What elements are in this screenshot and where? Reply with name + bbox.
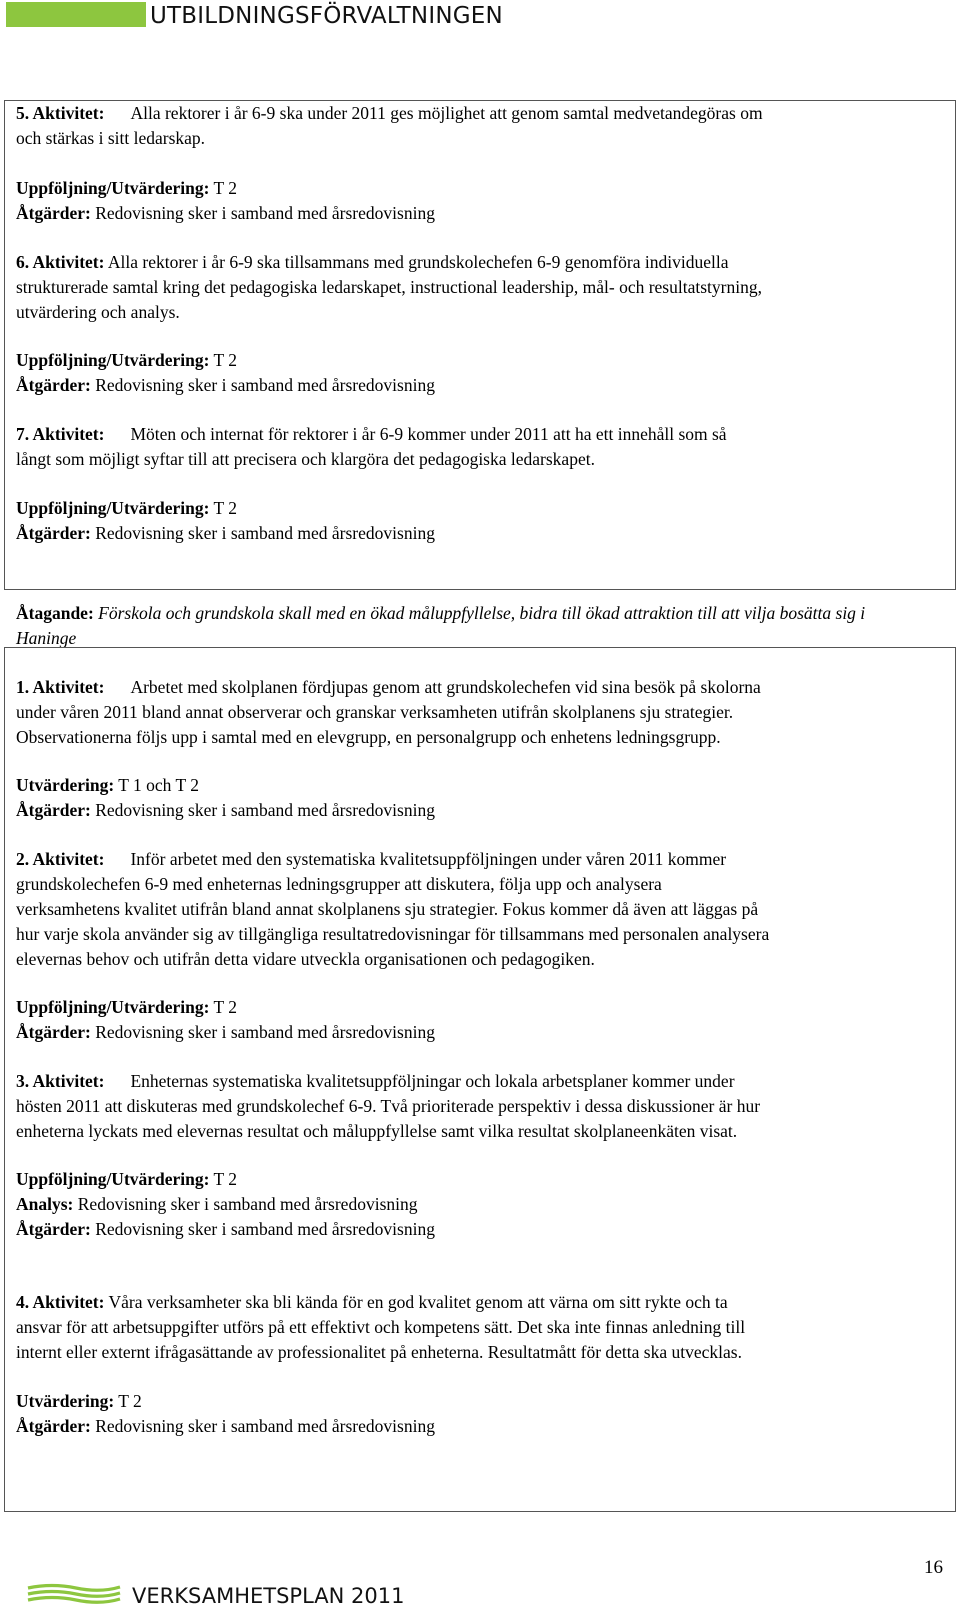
- activity-text: elevernas behov och utifrån detta vidare utveckla organisationen och pedagogiken.: [16, 949, 595, 969]
- activity-text: verksamhetens kvalitet utifrån bland annat skolplanens sju strategier. Fokus kommer då även att läggas på: [16, 899, 759, 919]
- activity-text: utvärdering och analys.: [16, 302, 180, 322]
- followup-value: T 2: [213, 1169, 238, 1189]
- activity-text: enheterna lyckats med elevernas resultat och måluppfyllelse samt vilka resultat skolplaneenkäten visat.: [16, 1121, 738, 1141]
- commitment-label: Åtagande:: [16, 603, 94, 623]
- commitment: [16, 601, 952, 651]
- measures-value: Redovisning sker i samband med årsredovisning: [95, 375, 435, 395]
- activity-1-evaluation: [16, 773, 952, 823]
- evaluation-value: T 1 och T 2: [118, 775, 199, 795]
- analysis-label: Analys:: [16, 1194, 74, 1214]
- measures-label: Åtgärder:: [16, 1416, 91, 1436]
- activity-label: 5. Aktivitet:: [16, 103, 105, 123]
- measures-value: Redovisning sker i samband med årsredovisning: [95, 523, 435, 543]
- activity-4-evaluation: [16, 1389, 952, 1439]
- activity-text: under våren 2011 bland annat observerar och granskar verksamheten utifrån skolplanens sju strategier.: [16, 702, 734, 722]
- followup-value: T 2: [213, 997, 238, 1017]
- measures-value: Redovisning sker i samband med årsredovisning: [95, 1416, 435, 1436]
- activity-text: Alla rektorer i år 6-9 ska under 2011 ges möjlighet att genom samtal medvetandegöras om: [130, 103, 763, 123]
- activity-text: grundskolechefen 6-9 med enheternas ledningsgrupper att diskutera, följa upp och analysera: [16, 874, 662, 894]
- activity-6: [16, 250, 952, 325]
- activity-text: och stärkas i sitt ledarskap.: [16, 128, 206, 148]
- activity-7: [16, 422, 952, 472]
- measures-value: Redovisning sker i samband med årsredovisning: [95, 203, 435, 223]
- activity-3-followup: [16, 1167, 952, 1242]
- activity-text: Observationerna följs upp i samtal med en elevgrupp, en personalgrupp och enhetens ledningsgrupp.: [16, 727, 721, 747]
- evaluation-label: Utvärdering:: [16, 775, 115, 795]
- activity-text: Alla rektorer i år 6-9 ska tillsammans med grundskolechefen 6-9 genomföra individuella: [107, 252, 729, 272]
- activity-2: [16, 847, 952, 972]
- activity-7-followup: [16, 496, 952, 546]
- activity-text: hur varje skola använder sig av tillgängliga resultatredovisningar för tillsammans med personalen analysera: [16, 924, 770, 944]
- page-number: 16: [924, 1557, 943, 1578]
- followup-label: Uppföljning/Utvärdering:: [16, 498, 210, 518]
- activity-text: Inför arbetet med den systematiska kvalitetsuppföljningen under våren 2011 kommer: [130, 849, 727, 869]
- footer-title: VERKSAMHETSPLAN 2011: [132, 1584, 405, 1608]
- measures-label: Åtgärder:: [16, 1219, 91, 1239]
- measures-value: Redovisning sker i samband med årsredovisning: [95, 800, 435, 820]
- measures-label: Åtgärder:: [16, 203, 91, 223]
- activity-label: 2. Aktivitet:: [16, 849, 105, 869]
- activity-label: 3. Aktivitet:: [16, 1071, 105, 1091]
- measures-label: Åtgärder:: [16, 800, 91, 820]
- header-title: UTBILDNINGSFÖRVALTNINGEN: [150, 3, 503, 29]
- followup-value: T 2: [213, 498, 238, 518]
- followup-value: T 2: [213, 350, 238, 370]
- activity-text: Arbetet med skolplanen fördjupas genom att grundskolechefen vid sina besök på skolorna: [130, 677, 761, 697]
- analysis-value: Redovisning sker i samband med årsredovisning: [77, 1194, 418, 1214]
- activity-text: Möten och internat för rektorer i år 6-9 kommer under 2011 att ha ett innehåll som så: [130, 424, 727, 444]
- activity-label: 7. Aktivitet:: [16, 424, 105, 444]
- measures-label: Åtgärder:: [16, 375, 91, 395]
- activity-6-followup: [16, 348, 952, 398]
- activity-text: internt eller externt ifrågasättande av professionalitet på enheterna. Resultatmått för detta ska utvecklas.: [16, 1342, 742, 1362]
- measures-value: Redovisning sker i samband med årsredovisning: [95, 1022, 435, 1042]
- activity-text: Våra verksamheter ska bli kända för en god kvalitet genom att värna om sitt rykte och ta: [108, 1292, 728, 1312]
- activity-1: [16, 675, 952, 750]
- activity-5-followup: [16, 176, 952, 226]
- activity-text: hösten 2011 att diskuteras med grundskolechef 6-9. Två prioriterade perspektiv i dessa diskussioner är hur: [16, 1096, 761, 1116]
- wave-logo-icon: [26, 1582, 122, 1606]
- activity-text: strukturerade samtal kring det pedagogiska ledarskapet, instructional leadership, mål- och resultatstyrning,: [16, 277, 762, 297]
- commitment-text: Förskola och grundskola skall med en ökad måluppfyllelse, bidra till ökad attraktion till att vilja bosätta sig i: [98, 603, 866, 623]
- measures-label: Åtgärder:: [16, 523, 91, 543]
- activity-5: [16, 101, 952, 151]
- activity-label: 1. Aktivitet:: [16, 677, 105, 697]
- followup-value: T 2: [213, 178, 238, 198]
- followup-label: Uppföljning/Utvärdering:: [16, 997, 210, 1017]
- activity-label: 6. Aktivitet:: [16, 252, 105, 272]
- followup-label: Uppföljning/Utvärdering:: [16, 1169, 210, 1189]
- activity-text: ansvar för att arbetsuppgifter utförs på ett effektivt och kompetens sätt. Det ska inte finnas anledning till: [16, 1317, 746, 1337]
- followup-label: Uppföljning/Utvärdering:: [16, 350, 210, 370]
- activity-2-followup: [16, 995, 952, 1045]
- measures-value: Redovisning sker i samband med årsredovisning: [95, 1219, 435, 1239]
- activity-3: [16, 1069, 952, 1144]
- activity-4: [16, 1290, 952, 1365]
- measures-label: Åtgärder:: [16, 1022, 91, 1042]
- activity-text: Enheternas systematiska kvalitetsuppföljningar och lokala arbetsplaner kommer under: [130, 1071, 735, 1091]
- commitment-text: Haninge: [16, 628, 77, 648]
- activity-text: långt som möjligt syftar till att precisera och klargöra det pedagogiska ledarskapet.: [16, 449, 595, 469]
- evaluation-value: T 2: [118, 1391, 142, 1411]
- evaluation-label: Utvärdering:: [16, 1391, 115, 1411]
- followup-label: Uppföljning/Utvärdering:: [16, 178, 210, 198]
- header-accent-bar: [6, 2, 146, 27]
- activity-label: 4. Aktivitet:: [16, 1292, 105, 1312]
